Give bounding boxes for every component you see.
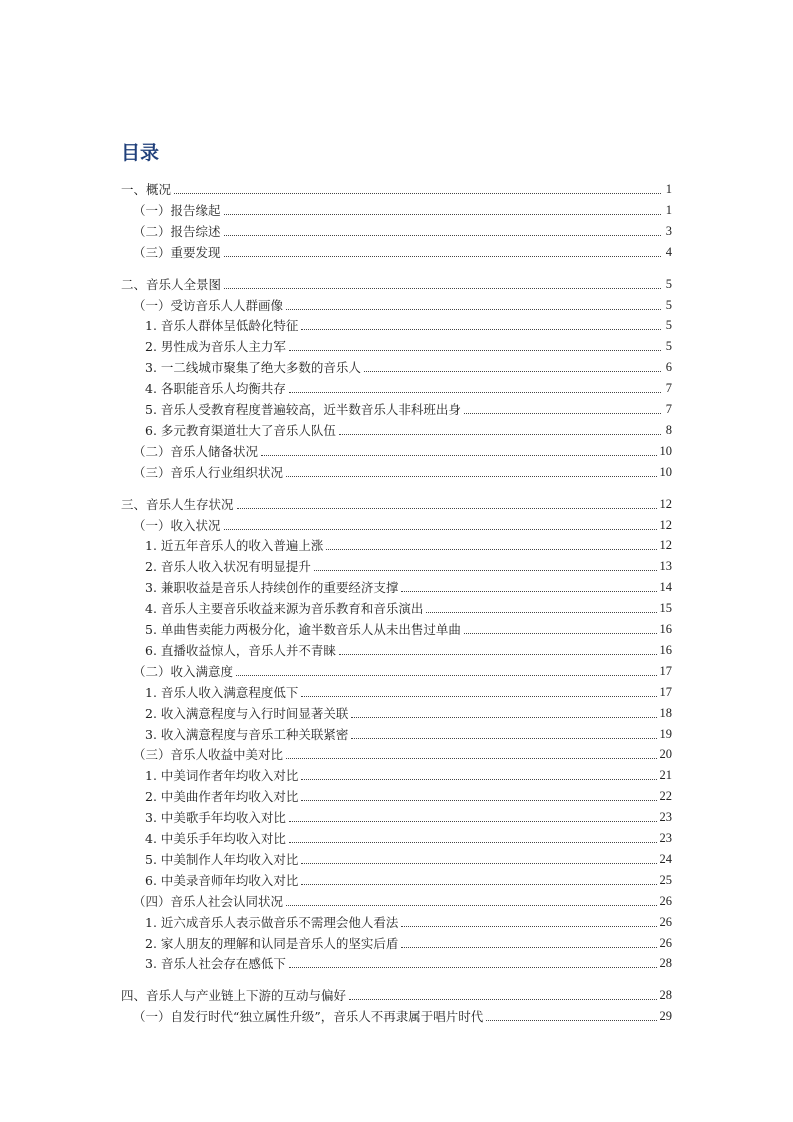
toc-entry-label: （三）音乐人收益中美对比	[133, 747, 284, 763]
toc-entry[interactable]	[145, 913, 672, 932]
toc-entry-label: 1. 音乐人群体呈低龄化特征	[145, 318, 299, 334]
toc-entry[interactable]	[145, 421, 672, 440]
dot-leader	[224, 256, 661, 257]
toc-entry[interactable]	[145, 766, 672, 785]
toc-entry[interactable]	[133, 463, 672, 482]
dot-leader	[174, 193, 661, 194]
toc-entry-label: 2. 家人朋友的理解和认同是音乐人的坚实后盾	[145, 935, 399, 951]
dot-leader	[314, 570, 657, 571]
dot-leader	[224, 529, 657, 530]
dot-leader	[224, 235, 661, 236]
toc-entry-label: 2. 中美曲作者年均收入对比	[145, 789, 299, 805]
toc-entry-label: 1. 近五年音乐人的收入普遍上涨	[145, 538, 324, 554]
dot-leader	[426, 612, 656, 613]
dot-leader	[401, 926, 656, 927]
dot-leader	[289, 350, 661, 351]
toc-entry[interactable]	[145, 871, 672, 890]
toc-entry-page-number: 17	[659, 684, 672, 699]
toc-entry[interactable]	[145, 934, 672, 953]
toc-entry-page-number: 10	[659, 443, 672, 458]
toc-entry-label: （二）音乐人储备状况	[133, 443, 259, 459]
dot-leader	[301, 863, 656, 864]
toc-entry-page-number: 10	[659, 464, 672, 479]
toc-entry[interactable]	[145, 400, 672, 419]
toc-entry-page-number: 19	[659, 726, 672, 741]
dot-leader	[401, 947, 656, 948]
toc-entry-label: （二）收入满意度	[133, 663, 234, 679]
toc-entry-label: （三）音乐人行业组织状况	[133, 464, 284, 480]
toc-entry[interactable]	[133, 745, 672, 764]
toc-entry-page-number: 17	[659, 663, 672, 678]
dot-leader	[286, 309, 661, 310]
toc-entry-page-number: 25	[659, 872, 672, 887]
toc-entry-page-number: 21	[659, 768, 672, 783]
toc-entry[interactable]	[145, 808, 672, 827]
toc-entry-page-number: 1	[665, 182, 672, 196]
dot-leader	[301, 779, 656, 780]
dot-leader	[301, 329, 661, 330]
toc-entry[interactable]	[133, 892, 672, 911]
toc-entry-page-number: 23	[659, 831, 672, 845]
toc-entry[interactable]	[145, 578, 672, 597]
toc-entry-page-number: 6	[665, 360, 672, 375]
toc-entry-label: 1. 近六成音乐人表示做音乐不需理会他人看法	[145, 914, 399, 930]
toc-entry-page-number: 16	[659, 642, 672, 657]
toc-entry-label: 5. 中美制作人年均收入对比	[145, 851, 299, 867]
toc-entry-page-number: 26	[659, 935, 672, 950]
toc-entry-page-number: 4	[665, 244, 672, 259]
dot-leader	[289, 842, 657, 843]
toc-entry-label: 3. 中美歌手年均收入对比	[145, 810, 286, 826]
toc-entry[interactable]	[133, 662, 672, 681]
dot-leader	[289, 967, 657, 968]
toc-entry-label: 2. 收入满意程度与入行时间显著关联	[145, 705, 349, 721]
toc-entry-page-number: 28	[659, 988, 672, 1003]
dot-leader	[289, 392, 661, 393]
dot-leader	[326, 549, 656, 550]
toc-entry[interactable]	[121, 180, 672, 199]
toc-entry-label: （二）报告综述	[133, 223, 221, 239]
dot-leader	[286, 476, 656, 477]
dot-leader	[464, 633, 657, 634]
toc-entry-page-number: 3	[665, 223, 672, 238]
dot-leader	[339, 654, 657, 655]
toc-entry-label: 5. 音乐人受教育程度普遍较高，近半数音乐人非科班出身	[145, 402, 461, 417]
dot-leader	[349, 999, 656, 1000]
toc-entry-label: 3. 收入满意程度与音乐工种关联紧密	[145, 726, 349, 742]
toc-entry[interactable]	[133, 201, 672, 220]
toc-entry-page-number: 12	[659, 538, 672, 553]
toc-entry-label: 1. 中美词作者年均收入对比	[145, 768, 299, 784]
toc-entry[interactable]	[145, 829, 672, 848]
toc-entry-page-number: 16	[659, 622, 672, 636]
toc-entry-page-number: 12	[659, 496, 672, 511]
toc-entry-label: 3. 一二线城市聚集了绝大多数的音乐人	[145, 360, 361, 376]
dot-leader	[364, 371, 661, 372]
toc-entry-page-number: 5	[665, 276, 672, 291]
dot-leader	[351, 738, 656, 739]
toc-entry[interactable]	[133, 222, 672, 241]
toc-entry-page-number: 28	[659, 956, 672, 971]
dot-leader	[286, 758, 656, 759]
dot-leader	[401, 591, 656, 592]
toc-entry-label: 5. 单曲售卖能力两极分化，逾半数音乐人从未出售过单曲	[145, 622, 461, 637]
dot-leader	[289, 821, 657, 822]
toc-entry-page-number: 26	[659, 914, 672, 929]
toc-entry-page-number: 12	[659, 517, 672, 532]
toc-entry[interactable]	[145, 379, 672, 398]
toc-entry[interactable]	[145, 787, 672, 806]
toc-title: 目录	[121, 142, 160, 164]
toc-entry-label: （一）受访音乐人人群画像	[133, 297, 284, 313]
toc-entry[interactable]	[145, 316, 672, 335]
toc-entry-page-number: 5	[665, 297, 672, 312]
toc-entry[interactable]	[145, 599, 672, 618]
toc-entry-label: 3. 音乐人社会存在感低下	[145, 956, 286, 972]
dot-leader	[301, 884, 656, 885]
toc-entry-label: （一）报告缘起	[133, 202, 221, 218]
dot-leader	[261, 455, 656, 456]
toc-entry-label: 2. 音乐人收入状况有明显提升	[145, 559, 311, 575]
dot-leader	[224, 288, 661, 289]
toc-entry-page-number: 7	[665, 381, 672, 396]
toc-entry-page-number: 14	[659, 580, 672, 595]
toc-entry-page-number: 15	[659, 601, 672, 616]
toc-entry-page-number: 1	[665, 202, 672, 217]
toc-entry[interactable]	[145, 358, 672, 377]
toc-entry-page-number: 24	[659, 851, 672, 866]
dot-leader	[224, 214, 661, 215]
toc-entry-label: 4. 各职能音乐人均衡共存	[145, 381, 286, 397]
toc-entry-label: 2. 男性成为音乐人主力军	[145, 339, 286, 355]
toc-entry-label: 3. 兼职收益是音乐人持续创作的重要经济支撑	[145, 580, 399, 596]
toc-entry[interactable]	[121, 986, 672, 1005]
dot-leader	[301, 696, 656, 697]
toc-entry-label: （一）收入状况	[133, 517, 221, 533]
toc-entry-label: 6. 中美录音师年均收入对比	[145, 872, 299, 888]
toc-entry[interactable]	[145, 557, 672, 576]
dot-leader	[301, 800, 656, 801]
toc-entry-label: 4. 音乐人主要音乐收益来源为音乐教育和音乐演出	[145, 601, 424, 617]
dot-leader	[237, 508, 657, 509]
toc-entry-label: 6. 多元教育渠道壮大了音乐人队伍	[145, 422, 336, 438]
toc-entry[interactable]	[145, 641, 672, 660]
dot-leader	[286, 905, 656, 906]
toc-entry-page-number: 18	[659, 705, 672, 720]
toc-entry-label: 四、音乐人与产业链上下游的互动与偏好	[121, 988, 347, 1004]
toc-entry-page-number: 7	[665, 402, 672, 416]
dot-leader	[339, 434, 661, 435]
toc-entry[interactable]	[145, 954, 672, 973]
toc-entry-label: （四）音乐人社会认同状况	[133, 893, 284, 909]
dot-leader	[351, 717, 656, 718]
toc-entry-label: 一、概况	[121, 182, 172, 197]
toc-entry-label: （三）重要发现	[133, 244, 221, 260]
toc-entry-label: （一）自发行时代“独立属性升级”，音乐人不再隶属于唱片时代	[133, 1009, 484, 1025]
toc-entry[interactable]	[145, 683, 672, 702]
toc-entry-page-number: 20	[659, 747, 672, 762]
dot-leader	[464, 413, 661, 414]
toc-entry[interactable]	[133, 442, 672, 461]
toc-entry[interactable]	[145, 725, 672, 744]
toc-entry-page-number: 8	[665, 422, 672, 437]
toc-entry[interactable]	[133, 516, 672, 535]
toc-entry-label: 1. 音乐人收入满意程度低下	[145, 684, 299, 700]
toc-entry-page-number: 22	[659, 789, 672, 804]
dot-leader	[486, 1020, 656, 1021]
toc-entry-label: 4. 中美乐手年均收入对比	[145, 831, 286, 846]
toc-entry[interactable]	[133, 296, 672, 315]
toc-entry-page-number: 26	[659, 893, 672, 908]
toc-entry-label: 6. 直播收益惊人，音乐人并不青睐	[145, 642, 336, 658]
toc-entry-page-number: 23	[659, 810, 672, 825]
toc-entry-page-number: 5	[665, 318, 672, 333]
toc-entry[interactable]	[121, 275, 672, 294]
toc-entry-label: 二、音乐人全景图	[121, 276, 222, 292]
toc-entry[interactable]	[145, 704, 672, 723]
toc-entry-page-number: 13	[659, 559, 672, 574]
toc-entry[interactable]	[145, 337, 672, 356]
toc-entry[interactable]	[133, 1007, 672, 1026]
toc-entry[interactable]	[121, 495, 672, 514]
toc-entry-page-number: 29	[659, 1009, 672, 1024]
toc-entry[interactable]	[145, 620, 672, 639]
toc-entry[interactable]	[145, 850, 672, 869]
toc-entry-label: 三、音乐人生存状况	[121, 496, 234, 512]
dot-leader	[236, 675, 656, 676]
toc-entry-page-number: 5	[665, 339, 672, 354]
toc-entry[interactable]	[145, 536, 672, 555]
toc-entry[interactable]	[133, 243, 672, 262]
